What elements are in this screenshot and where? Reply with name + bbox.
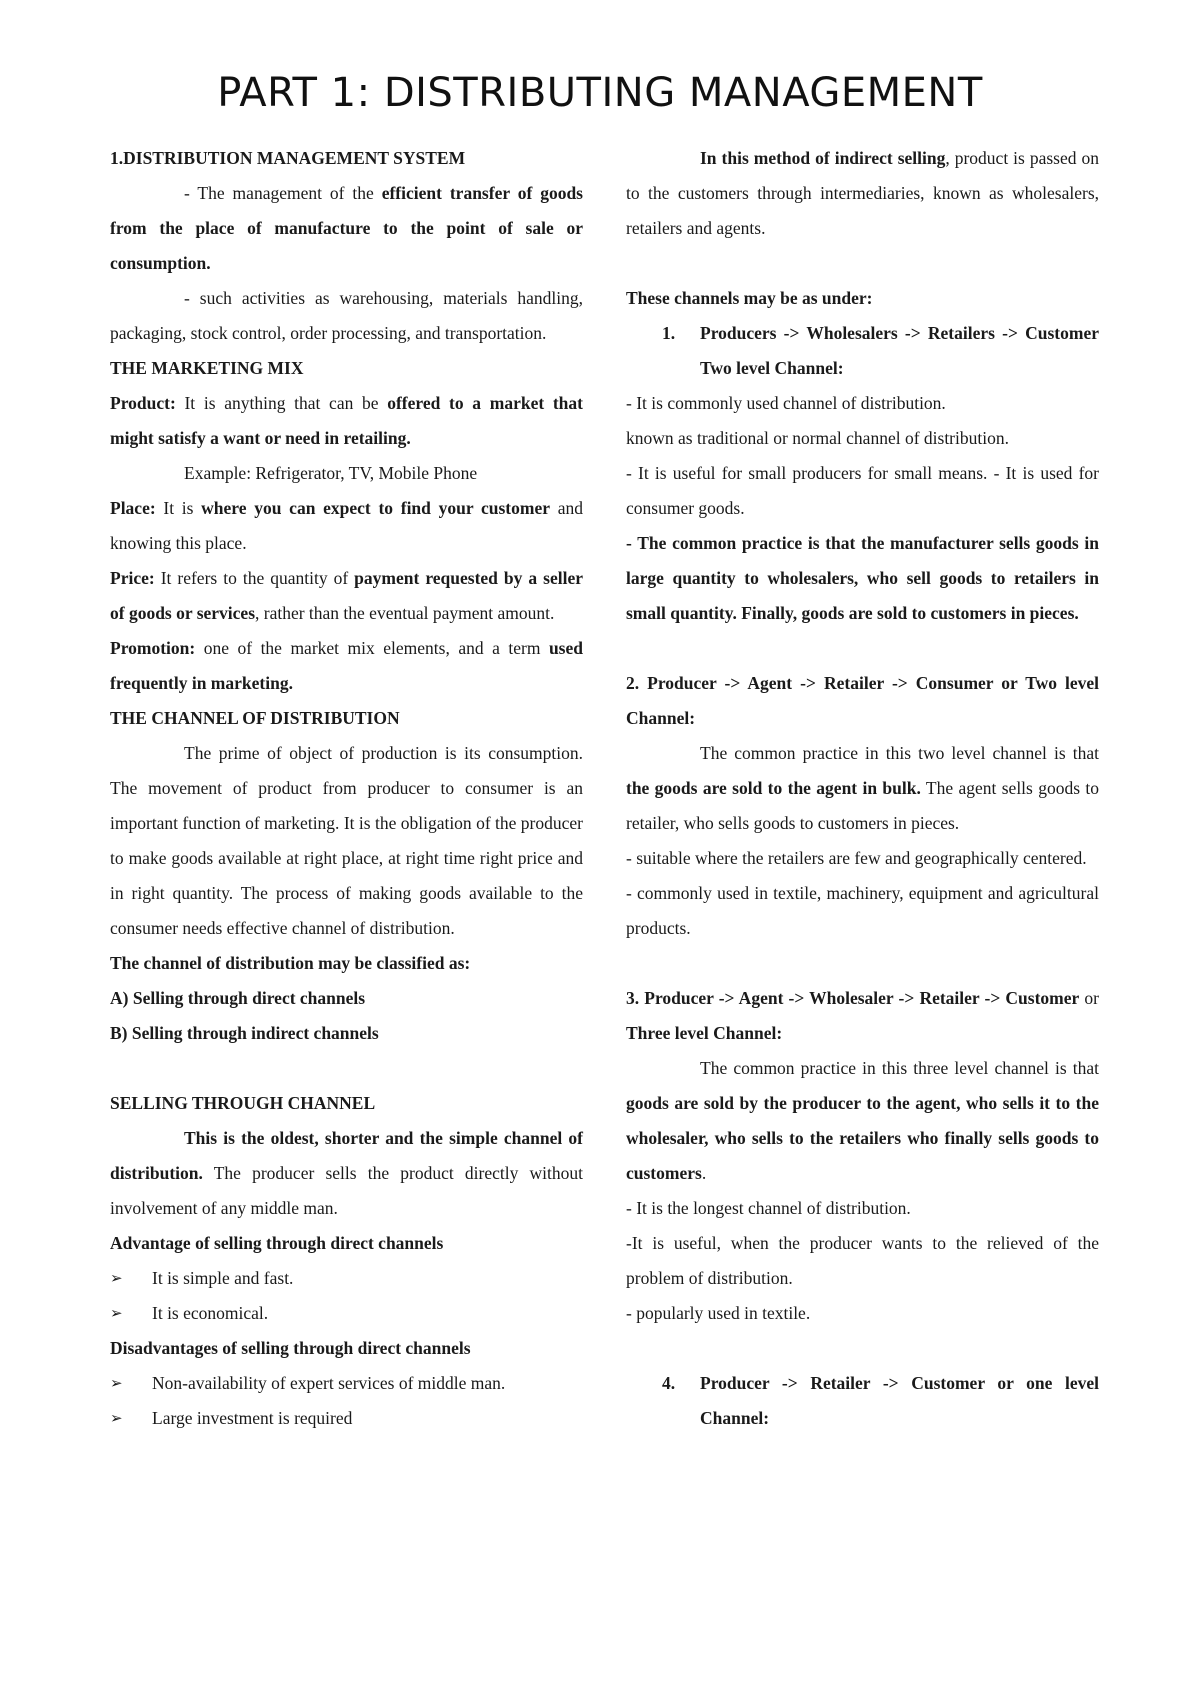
channel-3-title: 3. Producer -> Agent -> Wholesaler -> Retailer -> Customer or Three level Channel:	[626, 988, 1100, 1043]
channel-3-line: -It is useful, when the producer wants to the relieved of the problem of distribution.	[626, 1233, 1099, 1288]
channel-2-line: - suitable where the retailers are few and geographically centered.	[626, 848, 1087, 868]
page-title: PART 1: DISTRIBUTING MANAGEMENT	[217, 70, 983, 116]
channel-4-title: 4. Producer -> Retailer -> Customer or one level Channel:	[662, 1373, 1099, 1428]
channels-heading: These channels may be as under:	[626, 288, 873, 308]
option-indirect-channels: B) Selling through indirect channels	[110, 1023, 379, 1043]
product-definition: Product: It is anything that can be offered to a market that might satisfy a want or need in retailing.	[110, 393, 583, 448]
channel-of-distribution-paragraph: The prime of object of production is its consumption. The movement of product from producer to consumer is an important function of marketing. It is the obligation of the producer to make goods available at right place, at right time right price and in right quantity. The process of making goods available to the consumer needs effective channel of distribution.	[110, 743, 583, 938]
channel-3-practice: The common practice in this three level channel is that goods are sold by the producer to the agent, who sells it to the wholesaler, who sells to the retailers who finally sells goods to customers.	[626, 1058, 1099, 1183]
arrow-bullet-icon: ➢	[110, 1269, 123, 1287]
channel-1-line: known as traditional or normal channel of distribution.	[626, 428, 1009, 448]
right-column	[626, 141, 1099, 1436]
list-item: ➢ Non-availability of expert services of middle man.	[110, 1366, 583, 1401]
product-example: Example: Refrigerator, TV, Mobile Phone	[184, 463, 478, 483]
channel-1-line: - It is useful for small producers for small means. - It is used for consumer goods.	[626, 463, 1099, 518]
channel-2-practice: The common practice in this two level channel is that the goods are sold to the agent in bulk. The agent sells goods to retailer, who sells goods to customers in pieces.	[626, 743, 1099, 833]
distribution-management-heading: 1.DISTRIBUTION MANAGEMENT SYSTEM	[110, 148, 466, 168]
promotion-definition: Promotion: one of the market mix elements, and a term used frequently in marketing.	[110, 638, 583, 693]
arrow-bullet-icon: ➢	[110, 1374, 123, 1392]
dms-definition: - The management of the efficient transfer of goods from the place of manufacture to the point of sale or consumption.	[110, 183, 583, 273]
indirect-selling-paragraph: In this method of indirect selling, product is passed on to the customers through intermediaries, known as wholesalers, retailers and agents.	[626, 148, 1099, 238]
arrow-bullet-icon: ➢	[110, 1409, 123, 1427]
channel-of-distribution-heading: THE CHANNEL OF DISTRIBUTION	[110, 708, 400, 728]
advantages-heading: Advantage of selling through direct channels	[110, 1233, 444, 1253]
selling-through-channel-heading: SELLING THROUGH CHANNEL	[110, 1093, 376, 1113]
option-direct-channels: A) Selling through direct channels	[110, 988, 366, 1008]
marketing-mix-heading: THE MARKETING MIX	[110, 358, 304, 378]
dms-activities: - such activities as warehousing, materials handling, packaging, stock control, order processing, and transportation.	[110, 288, 583, 343]
channel-1-title: 1. Producers -> Wholesalers -> Retailers -> Customer Two level Channel:	[662, 323, 1099, 378]
list-item: ➢ Large investment is required	[110, 1401, 583, 1436]
arrow-bullet-icon: ➢	[110, 1304, 123, 1322]
channel-1-line: - It is commonly used channel of distribution.	[626, 393, 946, 413]
channel-3-line: - popularly used in textile.	[626, 1303, 811, 1323]
channel-3-line: - It is the longest channel of distribution.	[626, 1198, 911, 1218]
direct-channel-paragraph: This is the oldest, shorter and the simple channel of distribution. The producer sells the product directly without involvement of any middle man.	[110, 1128, 583, 1218]
list-item: ➢ It is economical.	[110, 1296, 583, 1331]
disadvantages-heading: Disadvantages of selling through direct channels	[110, 1338, 471, 1358]
list-item: ➢ It is simple and fast.	[110, 1261, 583, 1296]
classification-intro: The channel of distribution may be classified as:	[110, 953, 471, 973]
price-definition: Price: It refers to the quantity of payment requested by a seller of goods or services, rather than the eventual payment amount.	[110, 568, 583, 623]
channel-1-practice: - The common practice is that the manufacturer sells goods in large quantity to wholesalers, who sell goods to retailers in small quantity. Finally, goods are sold to customers in pieces.	[626, 533, 1099, 623]
channel-2-line: - commonly used in textile, machinery, equipment and agricultural products.	[626, 883, 1099, 938]
place-definition: Place: It is where you can expect to find your customer and knowing this place.	[110, 498, 583, 553]
left-column	[110, 141, 583, 1436]
channel-2-title: 2. Producer -> Agent -> Retailer -> Consumer or Two level Channel:	[626, 673, 1099, 728]
